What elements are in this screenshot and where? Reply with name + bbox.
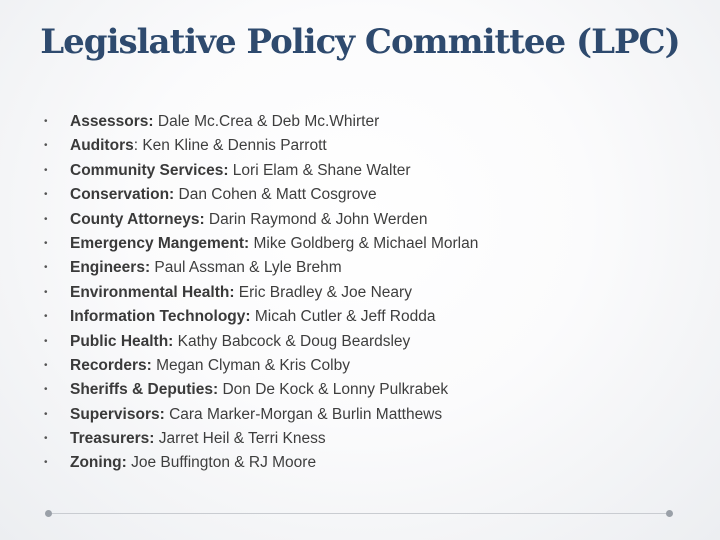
member-names: Joe Buffington & RJ Moore	[126, 454, 317, 472]
member-names: Kathy Babcock & Doug Beardsley	[173, 332, 411, 350]
member-names: Paul Assman & Lyle Brehm	[150, 259, 342, 277]
bullet-icon: •	[44, 237, 48, 249]
list-item	[44, 232, 478, 256]
committee-role: Auditors	[70, 137, 134, 155]
list-item	[44, 354, 478, 378]
committee-role: Recorders:	[70, 356, 152, 374]
committee-role: Emergency Mangement:	[70, 234, 250, 252]
bullet-icon: •	[44, 408, 48, 420]
bullet-icon: •	[44, 116, 48, 127]
committee-role: Supervisors:	[70, 405, 165, 423]
list-item	[44, 330, 478, 354]
committee-role: Environmental Health:	[70, 283, 235, 301]
bullet-icon: •	[44, 335, 48, 347]
member-names: Cara Marker-Morgan & Burlin Matthews	[164, 405, 443, 423]
member-names: Jarret Heil & Terri Kness	[154, 430, 326, 448]
member-names: Mike Goldberg & Michael Morlan	[249, 234, 479, 252]
bullet-icon: •	[44, 262, 48, 274]
committee-role: Information Technology:	[70, 308, 251, 326]
footer-divider-right-dot	[666, 510, 673, 517]
member-names: Lori Elam & Shane Walter	[228, 161, 411, 179]
list-item	[44, 183, 478, 207]
list-item	[44, 305, 478, 329]
bullet-icon: •	[44, 457, 48, 469]
member-names: Eric Bradley & Joe Neary	[234, 283, 412, 301]
list-item	[44, 134, 478, 158]
bullet-icon: •	[44, 189, 48, 201]
member-names: Darin Raymond & John Werden	[204, 210, 428, 228]
bullet-icon: •	[44, 213, 48, 225]
committee-role: Public Health:	[70, 332, 174, 350]
committee-role: Conservation:	[70, 186, 175, 204]
committee-role: Engineers:	[70, 259, 151, 277]
member-names: Dan Cohen & Matt Cosgrove	[174, 186, 377, 204]
list-item	[44, 110, 478, 134]
bullet-icon: •	[44, 164, 48, 176]
committee-role: Community Services:	[70, 161, 229, 179]
committee-role: Zoning:	[70, 454, 127, 472]
footer-divider-left-dot	[45, 510, 52, 517]
committee-member-list	[44, 110, 478, 476]
list-item	[44, 427, 478, 451]
list-item	[44, 281, 478, 305]
member-names: Micah Cutler & Jeff Rodda	[250, 308, 436, 326]
committee-role: Assessors:	[70, 113, 154, 130]
footer-divider	[48, 513, 670, 514]
list-item	[44, 451, 478, 475]
committee-role: Sheriffs & Deputies:	[70, 381, 219, 399]
bullet-icon: •	[44, 286, 48, 298]
list-item	[44, 403, 478, 427]
slide-title: Legislative Policy Committee (LPC)	[40, 22, 680, 62]
member-names: Don De Kock & Lonny Pulkrabek	[218, 381, 449, 399]
member-names: : Ken Kline & Dennis Parrott	[133, 137, 327, 155]
bullet-icon: •	[44, 384, 48, 396]
member-names: Dale Mc.Crea & Deb Mc.Whirter	[153, 113, 380, 130]
bullet-icon: •	[44, 359, 48, 371]
list-item	[44, 208, 478, 232]
committee-role: County Attorneys:	[70, 210, 205, 228]
list-item	[44, 378, 478, 402]
list-item	[44, 159, 478, 183]
bullet-icon: •	[44, 311, 48, 323]
bullet-icon: •	[44, 140, 48, 152]
committee-role: Treasurers:	[70, 430, 155, 448]
member-names: Megan Clyman & Kris Colby	[151, 356, 350, 374]
list-item	[44, 256, 478, 280]
bullet-icon: •	[44, 433, 48, 445]
